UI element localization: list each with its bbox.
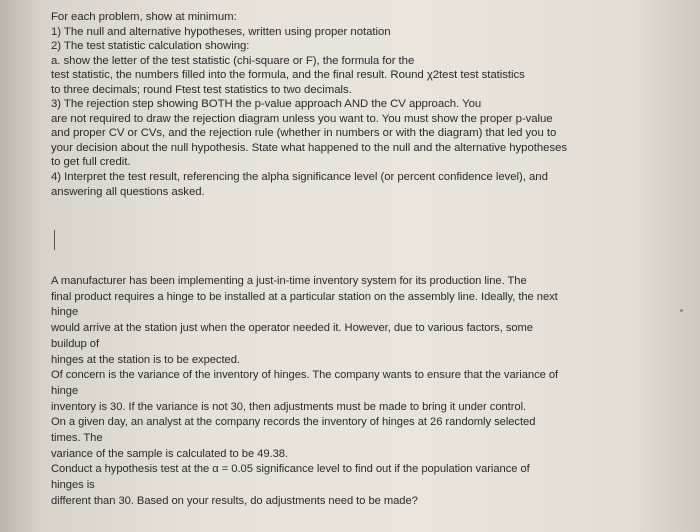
instruction-line: 2) The test statistic calculation showing:	[51, 40, 250, 53]
instruction-line: 1) The null and alternative hypotheses, written using proper notation	[51, 25, 391, 38]
instruction-line: a. show the letter of the test statistic (chi-square or F), the formula for the	[51, 54, 415, 67]
text-cursor	[54, 230, 55, 250]
instruction-line: 3) The rejection step showing BOTH the p-value approach AND the CV approach. You	[51, 98, 482, 111]
problem-line: Conduct a hypothesis test at the α = 0.05 significance level to find out if the population variance of	[51, 463, 530, 476]
problem-line: variance of the sample is calculated to be 49.38.	[51, 447, 288, 460]
instruction-line: your decision about the null hypothesis. State what happened to the null and the alternative hypotheses	[51, 141, 568, 154]
problem-block	[51, 274, 660, 510]
problem-line: Of concern is the variance of the inventory of hinges. The company wants to ensure that the variance of	[51, 369, 559, 382]
page-speck	[680, 309, 683, 312]
instruction-line: 4) Interpret the test result, referencing the alpha significance level (or percent confidence level), and	[51, 171, 548, 184]
problem-line: hinge	[51, 384, 79, 397]
problem-line: would arrive at the station just when the operator needed it. However, due to various factors, some	[51, 322, 533, 335]
instruction-line: are not required to draw the rejection diagram unless you want to. You must show the proper p-value	[51, 112, 553, 125]
problem-line: different than 30. Based on your results, do adjustments need to be made?	[51, 494, 418, 507]
instructions-heading: For each problem, show at minimum:	[51, 11, 237, 23]
instruction-line: test statistic, the numbers filled into the formula, and the final result. Round χ2test test statistics	[51, 69, 525, 82]
problem-line: hinge	[51, 306, 79, 319]
problem-line: hinges at the station is to be expected.	[51, 353, 240, 366]
instructions-block	[51, 10, 660, 199]
instruction-line: and proper CV or CVs, and the rejection rule (whether in numbers or with the diagram) that led you to	[51, 127, 557, 140]
problem-line: A manufacturer has been implementing a just-in-time inventory system for its production line. The	[51, 275, 527, 287]
problem-line: buildup of	[51, 337, 100, 350]
instruction-line: answering all questions asked.	[51, 185, 205, 198]
instruction-line: to three decimals; round Ftest test statistics to two decimals.	[51, 83, 352, 96]
problem-line: hinges is	[51, 479, 95, 492]
problem-line: inventory is 30. If the variance is not 30, then adjustments must be made to bring it under control.	[51, 400, 527, 413]
problem-line: On a given day, an analyst at the company records the inventory of hinges at 26 randomly selected	[51, 416, 536, 429]
problem-line: final product requires a hinge to be installed at a particular station on the assembly line. Ideally, the next	[51, 290, 558, 303]
instruction-line: to get full credit.	[51, 156, 131, 169]
problem-line: times. The	[51, 432, 103, 445]
